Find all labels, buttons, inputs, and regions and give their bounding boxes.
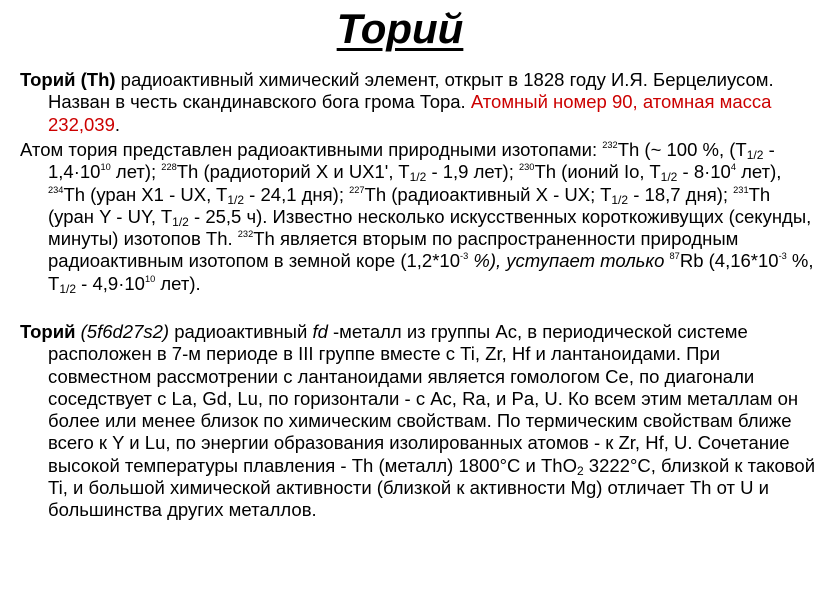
- half-life-subscript: 1/2: [59, 281, 77, 296]
- isotopes-text: %, T: [48, 250, 814, 294]
- isotopes-text: лет),: [736, 161, 782, 183]
- half-life-subscript: 1/2: [611, 192, 629, 207]
- isotopes-text: - 1,4·10: [48, 139, 775, 183]
- isotopes-text: Th (уран Y - UY, T: [48, 183, 771, 227]
- electron-configuration: (5f6d27s2): [75, 321, 170, 342]
- mass-number: 87: [669, 251, 680, 262]
- isotopes-text: Th (ионий Io, T: [534, 161, 661, 183]
- slide-title: Торий: [336, 5, 464, 52]
- isotopes-text: - 25,5 ч). Известно несколько искусственных короткоживущих (секунды, минуты) изотопов Th.: [48, 205, 812, 250]
- isotopes-text: Th (~ 100 %, (T: [617, 139, 747, 160]
- mass-number: 234: [48, 184, 64, 195]
- exponent: 10: [144, 273, 156, 284]
- half-life-subscript: 1/2: [660, 170, 678, 185]
- mass-number: 227: [349, 184, 365, 195]
- half-life-subscript: 1/2: [409, 170, 427, 185]
- isotopes-text: - 4,9·10: [76, 272, 145, 294]
- exponent: 10: [100, 162, 111, 173]
- intro-text: радиоактивный химический элемент, открыт в 1828 году И.Я. Берцелиусом. Назван в честь скандинавского бога грома Тора.: [48, 69, 774, 113]
- exponent: -3: [778, 251, 787, 262]
- oxide-subscript: 2: [576, 463, 584, 478]
- isotopes-text: - 1,9 лет);: [426, 161, 519, 183]
- fd-metal: fd: [312, 321, 328, 342]
- mass-number: 232: [237, 229, 254, 240]
- exponent: -3: [460, 251, 469, 262]
- isotopes-text: - 18,7 дня);: [628, 183, 734, 205]
- mass-number: 231: [733, 184, 749, 195]
- isotopes-text: лет);: [110, 161, 162, 183]
- isotopes-text: Th (радиоторий X и UX1', T: [176, 161, 410, 183]
- isotopes-paragraph: [20, 139, 820, 295]
- isotopes-text: - 24,1 дня);: [244, 183, 350, 205]
- half-life-subscript: 1/2: [172, 214, 189, 229]
- mass-number: 232: [602, 140, 618, 151]
- atomic-number-mass: Атомный номер 90, атомная масса 232,039: [48, 91, 772, 135]
- isotopes-text: лет).: [155, 272, 201, 294]
- half-life-subscript: 1/2: [746, 148, 764, 162]
- properties-text: 3222°C, близкой к таковой Ti, и большой химической активности (близкой к активности Mg) отличает Th от U и большинства других металлов.: [48, 454, 816, 521]
- isotopes-text: Th является вторым по распространенности природным радиоактивным изотопом в земной коре (1,2*10: [48, 228, 739, 272]
- properties-paragraph: [20, 321, 820, 522]
- term-thorium: Торий: [20, 321, 76, 342]
- half-life-subscript: 1/2: [227, 192, 245, 207]
- mass-number: 230: [519, 162, 535, 173]
- properties-text: -металл из группы Ac, в периодической системе расположен в 7-м периоде в III группе вместе с Ti, Zr, Hf и лантаноидами. При совместном рассмотрении с лантаноидами является гомологом Ce, по диагонали соседствует с La, Gd, Lu, по горизонтали - с Ac, Ra, и Pa, U. Ко всем этим металлам он более или менее близок по химическим свойствам. По термическим свойствам ближе всего к Y и Lu, по энергии образования изолированных атомов - к Zr, Hf, U. Сочетание высокой температуры плавления - Th (металл) 1800°C и ThO: [48, 321, 799, 476]
- isotopes-text: Атом тория представлен радиоактивными природными изотопами:: [20, 139, 603, 160]
- isotopes-text: Th (радиоактивный X - UX; T: [364, 183, 612, 205]
- isotopes-text: Th (уран X1 - UX, T: [63, 183, 228, 205]
- properties-text: радиоактивный: [169, 321, 313, 342]
- isotopes-text: - 8·10: [677, 161, 731, 183]
- isotopes-text-italic: %), уступает только: [468, 250, 670, 272]
- intro-paragraph: [20, 69, 820, 136]
- mass-number: 228: [161, 162, 177, 173]
- exponent: 4: [730, 162, 736, 173]
- term-thorium-th: Торий (Th): [20, 69, 116, 90]
- intro-tail: .: [114, 113, 121, 135]
- isotopes-text: Rb (4,16*10: [679, 250, 779, 272]
